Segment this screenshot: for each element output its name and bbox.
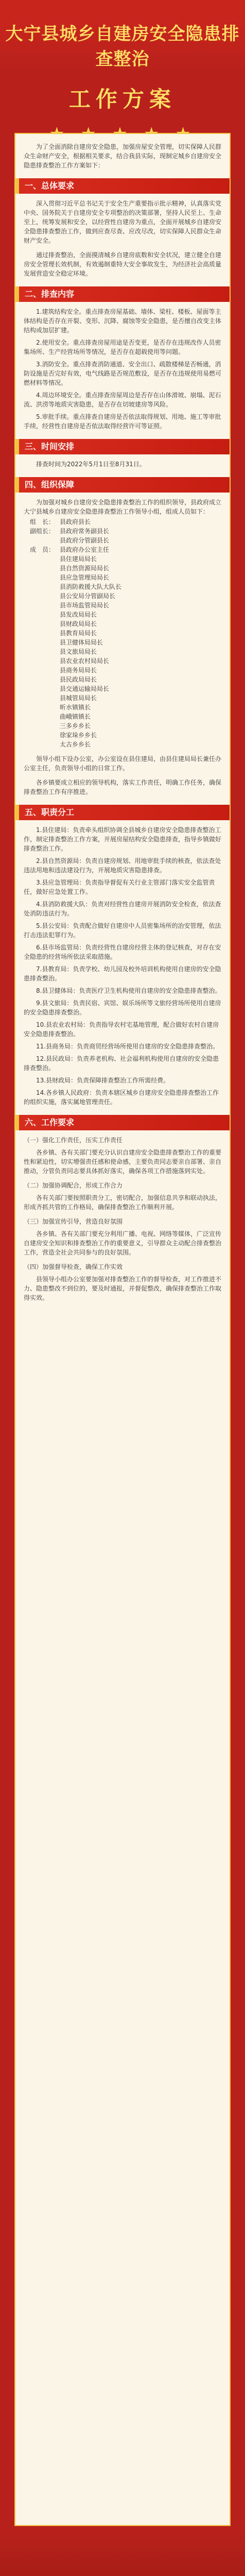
- scope-item: 1.建筑结构安全。重点排查房屋基础、墙体、梁柱、楼板、屋面等主体结构是否存在开裂、变形、沉降、腐蚀等安全隐患，是否擅自改变主体结构或加层扩建。: [24, 308, 222, 334]
- roster-row: 县民政局局长: [60, 676, 97, 683]
- roster-row: 县城管局局长: [60, 694, 97, 702]
- section-heading-time: 三、时间安排: [15, 439, 230, 454]
- requirement-paragraph: 各乡镇、各有关部门要充分利用广播、电视、网络等媒体，广泛宣传自建房安全知识和排查整治工作的重要意义，引导群众主动配合排查整治工作，营造全社会共同参与的良好氛围。: [24, 1230, 222, 1256]
- requirement-subheading: （四）加强督导检查，确保工作实效: [24, 1263, 123, 1270]
- roster-row: 太古乡乡长: [60, 741, 91, 748]
- duty-item: 5.县公安局：负责配合做好自建房中人员密集场所的治安管理，依法打击违法犯罪行为。: [24, 922, 221, 939]
- page-subtitle: 工作方案: [68, 87, 176, 112]
- roster-row: 县公安局分管副局长: [60, 592, 116, 600]
- org-paragraph: 各乡镇要成立相应的领导机构，落实工作责任，明确工作任务，确保排查整治工作有序推进。: [24, 779, 222, 795]
- roster-row: 县卫健体局局长: [60, 639, 103, 646]
- roster-row: 县商务局局长: [60, 667, 97, 674]
- document-card: [14, 133, 231, 2526]
- roster-row: 县市场监管局局长: [60, 602, 110, 609]
- roster-row: 县发改局局长: [60, 611, 97, 618]
- scope-item: 2.使用安全。重点排查房屋用途是否变更，是否存在违规改作人员密集场所、生产经营场所等情况，是否存在超载使用等问题。: [24, 339, 221, 355]
- intro-paragraph: 为了全面消除自建房安全隐患，加强房屋安全管理，切实保障人民群众生命财产安全，根据相关要求，结合我县实际，现制定城乡自建房安全隐患排查整治工作方案如下：: [24, 143, 222, 169]
- org-paragraph: 领导小组下设办公室，办公室设在县住建局，由县住建局局长兼任办公室主任，负责领导小组的日常工作。: [24, 755, 222, 772]
- duty-item: 4.县消防救援大队：负责对经营性自建房开展消防安全检查，依法查处消防违法行为。: [24, 901, 221, 917]
- requirement-paragraph: 县领导小组办公室要加强对排查整治工作的督导检查，对工作推进不力、隐患整改不到位的，要及时通报，并督促整改，确保排查整治工作取得实效。: [24, 1276, 222, 1301]
- duty-item: 9.县文旅局：负责民宿、宾馆、娱乐场所等文旅经营场所使用自建房的安全隐患排查整治。: [24, 999, 221, 1016]
- roster-row: 县消防救援大队大队长: [60, 583, 122, 590]
- duty-item: 12.县民政局：负责养老机构、社会福利机构使用自建房的安全隐患排查整治。: [24, 1055, 219, 1072]
- roster-row: 徐家垛乡乡长: [60, 732, 97, 739]
- page-title: 大宁县城乡自建房安全隐患排查整治: [5, 24, 240, 70]
- requirement-subheading: （一）强化工作责任，压实工作责任: [24, 1137, 123, 1144]
- footer-band: [0, 2535, 245, 2576]
- time-paragraph: 排查时间为2022年5月1日至8月31日。: [36, 461, 146, 468]
- duty-item: 1.县住建局：负责牵头组织协调全县城乡自建房安全隐患排查整治工作，制定排查整治工作方案，开展房屋结构安全隐患排查，指导乡镇做好排查整治工作。: [24, 826, 222, 852]
- requirement-paragraph: 各乡镇、各有关部门要充分认识自建房安全隐患排查整治工作的重要性和紧迫性，切实增强责任感和使命感，主要负责同志要亲自部署、亲自推动，分管负责同志要具体抓好落实，确保各项工作措施落到实处。: [24, 1149, 222, 1175]
- roster-row: 县财政局局长: [60, 620, 97, 628]
- roster-row: 昕水镇镇长: [60, 704, 91, 711]
- section-heading-duty: 五、职责分工: [15, 805, 230, 820]
- roster-row: 县交通运输局局长: [60, 685, 110, 692]
- roster-row: 副组长： 县政府常务副县长: [30, 528, 110, 535]
- duty-item: 10.县农业农村局：负责指导农村宅基地管理，配合做好农村自建房安全隐患排查整治。: [24, 1021, 219, 1038]
- scope-item: 5.审批手续。重点排查自建房是否依法取得规划、用地、施工等审批手续，经营性自建房是否依法取得经营许可等证照。: [24, 413, 221, 430]
- duty-item: 8.县卫健体局：负责医疗卫生机构使用自建房的安全隐患排查整治。: [36, 987, 221, 994]
- scope-item: 4.周边环境安全。重点排查房屋周边是否存在山体滑坡、崩塌、泥石流、洪涝等地质灾害隐患，是否存在切坡建房等风险。: [24, 392, 221, 408]
- duty-item: 7.县教育局：负责学校、幼儿园及校外培训机构使用自建房的安全隐患排查整治。: [24, 965, 221, 982]
- overall-paragraph: 通过排查整治，全面摸清城乡自建房底数和安全状况，建立健全自建房安全管理长效机制，有效遏制重特大安全事故发生，为经济社会高质量发展营造安全稳定环境。: [24, 251, 222, 277]
- duty-item: 13.县财政局：负责保障排查整治工作所需经费。: [36, 1077, 170, 1084]
- org-lead: 为加强对城乡自建房安全隐患排查整治工作的组织领导，县政府成立大宁县城乡自建房安全隐患排查整治工作领导小组，组成人员如下：: [24, 499, 222, 515]
- section-heading-org: 四、组织保障: [15, 477, 230, 493]
- duty-item: 3.县应急管理局：负责指导督促有关行业主管部门落实安全监管责任，做好应急处置工作。: [24, 879, 215, 895]
- section-heading-req: 六、工作要求: [15, 1115, 230, 1130]
- requirement-paragraph: 各有关部门要按照职责分工，密切配合，加强信息共享和联动执法，形成齐抓共管的工作格局，确保排查整治工作顺利开展。: [24, 1194, 222, 1211]
- roster-row: 县自然资源局局长: [60, 565, 110, 572]
- section-heading-overall: 一、总体要求: [15, 178, 230, 194]
- roster-row: 曲峨镇镇长: [60, 713, 91, 720]
- roster-row: 县住建局局长: [60, 555, 97, 563]
- leadership-roster: [24, 517, 221, 749]
- duty-item: 6.县市场监管局：负责经营性自建房经营主体的登记核查，对存在安全隐患的经营场所依法采取措施。: [24, 944, 221, 960]
- roster-row: 县政府分管副县长: [60, 537, 110, 544]
- roster-row: 县应急管理局局长: [60, 574, 110, 581]
- section-heading-scope: 二、排查内容: [15, 286, 230, 302]
- roster-row: 县农业农村局局长: [60, 657, 110, 665]
- roster-row: 三多乡乡长: [60, 722, 91, 730]
- roster-row: 县教育局局长: [60, 630, 97, 637]
- duty-item: 14.各乡镇人民政府：负责本辖区城乡自建房安全隐患排查整治工作的组织实施，落实属地管理责任。: [24, 1089, 219, 1106]
- scope-item: 3.消防安全。重点排查消防通道、安全出口、疏散楼梯是否畅通，消防设施是否完好有效，电气线路是否规范敷设，是否存在违规使用易燃可燃材料等情况。: [24, 361, 222, 386]
- roster-row: 成 员： 县政府办公室主任: [30, 546, 110, 553]
- roster-row: 县文旅局局长: [60, 648, 97, 655]
- overall-paragraph: 深入贯彻习近平总书记关于安全生产重要指示批示精神，认真落实党中央、国务院关于自建房安全专项整治的决策部署，坚持人民至上、生命至上，统筹发展和安全，以经营性自建房为重点，全面开展城乡自建房安全隐患排查整治工作，做到应查尽查、应改尽改，切实保障人民群众生命财产安全。: [24, 200, 222, 244]
- duty-item: 11.县商务局：负责商贸经营场所使用自建房的安全隐患排查整治。: [36, 1043, 219, 1050]
- duty-item: 2.县自然资源局：负责自建房规划、用地审批手续的核查，依法查处违法用地和违法建设行为，开展地质灾害隐患排查。: [24, 857, 221, 874]
- header-banner: [0, 0, 245, 133]
- requirement-subheading: （二）加强协调配合，形成工作合力: [24, 1182, 123, 1189]
- roster-row: 组 长： 县政府县长: [30, 518, 91, 526]
- requirement-subheading: （三）加强宣传引导，营造良好氛围: [24, 1218, 123, 1225]
